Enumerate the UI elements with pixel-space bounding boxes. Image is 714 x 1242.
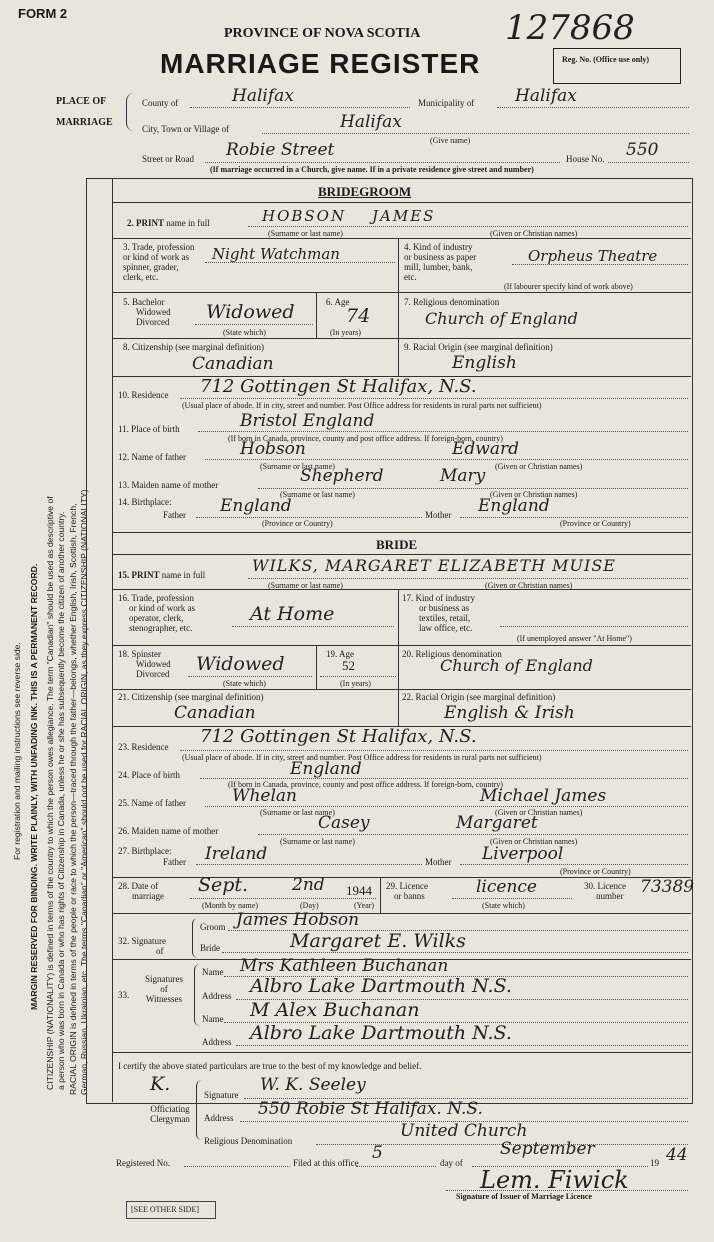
groom-residence-value: 712 Gottingen St Halifax, N.S.	[200, 376, 477, 397]
bride-status-value: Widowed	[196, 653, 285, 675]
bride-residence-value: 712 Gottingen St Halifax, N.S.	[200, 726, 477, 747]
bride-father-surname: Whelan	[232, 786, 298, 806]
groom-age-caption: (In years)	[330, 328, 361, 337]
groom-age-label: 6. Age	[326, 297, 350, 307]
bride-racial-value: English & Irish	[444, 703, 575, 723]
groom-racial-label: 9. Racial Origin (see marginal definition)	[404, 342, 553, 352]
clergy-initial: K.	[150, 1073, 171, 1095]
reg-no-box	[553, 48, 681, 84]
groom-age-value: 74	[346, 305, 371, 327]
bride-bp-father-label: Father	[163, 857, 186, 867]
bride-bp-mother-label: Mother	[425, 857, 452, 867]
filed-day: 5	[372, 1143, 383, 1163]
groom-father-surname: Hobson	[240, 439, 306, 459]
margin-racial-def-2: German, Russian, Ukrainian, etc. The terms "Canadian" or "American" should not be used for RACIAL ORIGIN, as they express CITIZENSHIP (NATIONALITY).	[79, 487, 89, 1095]
bride-birthplace-value: England	[290, 759, 362, 779]
municipality-value: Halifax	[515, 86, 577, 106]
bride-heading: BRIDE	[376, 537, 418, 552]
marriage-date-label: 28. Date of marriage	[118, 881, 164, 901]
groom-status-label: 5. Bachelor Widowed Divorced	[123, 297, 171, 327]
bride-birthplace-label: 24. Place of birth	[118, 770, 180, 780]
groom-industry-value: Orpheus Theatre	[528, 247, 658, 265]
bride-religion-value: Church of England	[440, 656, 593, 675]
bride-bp-mother-caption: (Province or Country)	[560, 867, 631, 876]
clergy-signature-label: Signature	[204, 1090, 239, 1100]
w2-address-label: Address	[202, 1037, 232, 1047]
licence-no-value: 73389	[640, 877, 695, 897]
w1-address-label: Address	[202, 991, 232, 1001]
groom-father-surname-caption: (Surname or last name)	[260, 462, 335, 471]
bride-age-label: 19. Age	[326, 649, 354, 659]
reg-no-label: Reg. No. (Office use only)	[562, 55, 650, 64]
licence-value: licence	[476, 877, 537, 897]
bride-age-caption: (In years)	[340, 679, 371, 688]
province-heading: PROVINCE OF NOVA SCOTIA	[224, 26, 421, 41]
groom-residence-caption: (Usual place of abode. If in city, street and number. Post Office address for residents in rural parts not sufficient)	[182, 401, 542, 410]
bride-trade-label: 16. Trade, profession or kind of work as operator, clerk, stenographer, etc.	[118, 593, 195, 633]
street-value: Robie Street	[226, 140, 335, 160]
groom-mother-label: 13. Maiden name of mother	[118, 480, 219, 490]
bride-residence-label: 23. Residence	[118, 742, 169, 752]
groom-racial-value: English	[452, 353, 517, 373]
groom-birthplace-value: Bristol England	[240, 411, 375, 431]
licence-no-label: 30. Licence number	[584, 881, 626, 901]
marriage-day-value: 2nd	[292, 875, 325, 895]
groom-father-label: 12. Name of father	[118, 452, 186, 462]
licence-state-which: (State which)	[482, 901, 525, 910]
issuer-caption: Signature of Issuer of Marriage Licence	[456, 1192, 592, 1201]
groom-print-label-bold: 2. PRINT	[127, 218, 165, 228]
groom-trade-value: Night Watchman	[212, 245, 340, 263]
w1-address: Albro Lake Dartmouth N.S.	[250, 975, 512, 997]
groom-birthplace-caption: (If born in Canada, province, county and post office address. If foreign-born, country)	[228, 434, 503, 443]
groom-mother-given-caption: (Given or Christian names)	[490, 490, 578, 499]
margin-citizenship-def-2: a person who was born in Canada or who has rights of Citizenship in Canada, unless he or she has subsequently become the citizen of another country.	[56, 511, 66, 1090]
bride-print-label	[118, 570, 205, 580]
bride-age-value: 52	[342, 658, 355, 673]
bride-father-surname-caption: (Surname or last name)	[260, 808, 335, 817]
page-title: MARRIAGE REGISTER	[160, 48, 481, 79]
bride-print-label-text: name in full	[161, 570, 206, 580]
groom-state-which: (State which)	[223, 328, 266, 337]
groom-citizenship-value: Canadian	[192, 354, 274, 374]
place-of-label: PLACE OF	[56, 96, 107, 107]
groom-signature: James Hobson	[236, 910, 360, 930]
form-number: FORM 2	[18, 6, 68, 21]
bride-father-label: 25. Name of father	[118, 798, 186, 808]
groom-bp-mother-value: England	[478, 496, 550, 516]
bride-father-given-caption: (Given or Christian names)	[495, 808, 583, 817]
bride-signature: Margaret E. Wilks	[290, 930, 466, 952]
groom-sig-label: Groom	[200, 922, 226, 932]
bride-mother-given: Margaret	[456, 813, 538, 833]
bride-bp-father-value: Ireland	[205, 844, 268, 864]
clergy-religion: United Church	[400, 1121, 528, 1141]
registered-no-label: Registered No.	[116, 1158, 170, 1168]
clergy-address-label: Address	[204, 1113, 234, 1123]
groom-status-value: Widowed	[206, 301, 295, 323]
groom-bp-mother-caption: (Province or Country)	[560, 519, 631, 528]
day-of-label: day of	[440, 1158, 463, 1168]
groom-mother-surname-caption: (Surname or last name)	[280, 490, 355, 499]
margin-binding-note: MARGIN RESERVED FOR BINDING. WRITE PLAINLY, WITH UNFADING INK. THIS IS A PERMANENT RECORD.	[29, 563, 39, 1010]
bridegroom-heading: BRIDEGROOM	[318, 184, 412, 199]
bride-mother-label: 26. Maiden name of mother	[118, 826, 219, 836]
bride-trade-value: At Home	[250, 603, 335, 625]
issuer-signature: Lem. Fiwick	[480, 1166, 629, 1194]
groom-religion-value: Church of England	[425, 309, 578, 328]
margin-racial-def: RACIAL ORIGIN is defined in terms of the people or race to which the person—traced through the father—belongs, whether English, Irish, Scottish, French,	[68, 503, 78, 1095]
w1-name: Mrs Kathleen Buchanan	[240, 956, 449, 976]
signature-of-label: 32. Signature of	[118, 936, 166, 956]
groom-citizenship-label: 8. Citizenship (see marginal definition)	[123, 342, 265, 352]
clergy-religion-label: Religious Denomination	[204, 1136, 293, 1146]
give-name-caption: (Give name)	[430, 136, 471, 145]
filed-month: September	[500, 1139, 595, 1159]
w2-address: Albro Lake Dartmouth N.S.	[250, 1022, 512, 1044]
groom-industry-caption: (If labourer specify kind of work above)	[504, 282, 633, 291]
bride-mother-given-caption: (Given or Christian names)	[490, 837, 578, 846]
groom-surname: HOBSON	[262, 207, 347, 225]
bride-surname-caption: (Surname or last name)	[268, 581, 343, 590]
clergy-address: 550 Robie St Halifax. N.S.	[258, 1099, 483, 1119]
bride-mother-surname: Casey	[318, 813, 370, 833]
bride-bp-mother-value: Liverpool	[482, 844, 564, 864]
clergy-label: Officiating Clergyman	[150, 1104, 190, 1124]
place-brace	[126, 93, 137, 131]
groom-bp-label: 14. Birthplace:	[118, 497, 172, 507]
groom-mother-given: Mary	[440, 466, 486, 486]
bride-bp-label: 27. Birthplace:	[118, 846, 172, 856]
groom-father-given: Edward	[452, 439, 519, 459]
street-label: Street or Road	[142, 154, 194, 164]
city-label: City, Town or Village of	[142, 124, 230, 134]
margin-instructions: For registration and mailing instructions see reverse side.	[12, 642, 22, 860]
witness-label: Signatures of Witnesses	[145, 974, 183, 1004]
licence-label: 29. Licence or banns	[386, 881, 428, 901]
clergy-brace	[196, 1080, 205, 1140]
county-label: County of	[142, 98, 179, 108]
groom-father-given-caption: (Given or Christian names)	[495, 462, 583, 471]
groom-mother-surname: Shepherd	[300, 466, 384, 486]
see-other-side-box	[126, 1201, 216, 1219]
groom-bp-father-caption: (Province or Country)	[262, 519, 333, 528]
bride-status-label: 18. Spinster Widowed Divorced	[118, 649, 171, 679]
bride-racial-label: 22. Racial Origin (see marginal definition)	[402, 692, 556, 702]
bride-state-which: (State which)	[223, 679, 266, 688]
groom-print-label	[127, 218, 210, 228]
bride-religion-label: 20. Religious denomination	[402, 649, 502, 659]
witness-number: 33.	[118, 990, 130, 1000]
filed-label: Filed at this office	[293, 1158, 359, 1168]
bride-industry-caption: (If unemployed answer "At Home")	[517, 634, 632, 643]
marriage-year-value: 1944	[346, 883, 372, 898]
bride-given-caption: (Given or Christian names)	[485, 581, 573, 590]
w2-name-label: Name	[202, 1014, 224, 1024]
bride-name: WILKS, MARGARET ELIZABETH MUISE	[252, 556, 616, 575]
bride-print-label-bold: 15. PRINT	[118, 570, 160, 580]
marriage-month-caption: (Month by name)	[202, 901, 258, 910]
groom-bp-mother-label: Mother	[425, 510, 452, 520]
marriage-year-caption: (Year)	[354, 901, 375, 910]
groom-given-name: JAMES	[372, 207, 436, 225]
clergy-signature: W. K. Seeley	[260, 1075, 366, 1095]
certify-text: I certify the above stated particulars are true to the best of my knowledge and belief.	[118, 1061, 422, 1071]
groom-bp-father-label: Father	[163, 510, 186, 520]
w1-name-label: Name	[202, 967, 224, 977]
w2-name: M Alex Buchanan	[250, 999, 420, 1021]
groom-bp-father-value: England	[220, 496, 292, 516]
municipality-label: Municipality of	[418, 98, 475, 108]
place-note: (If marriage occurred in a Church, give name. If in a private residence give street and number)	[210, 165, 534, 174]
groom-residence-label: 10. Residence	[118, 390, 169, 400]
groom-birthplace-label: 11. Place of birth	[118, 424, 180, 434]
bride-mother-surname-caption: (Surname or last name)	[280, 837, 355, 846]
year-prefix: 19	[650, 1158, 659, 1168]
bride-birthplace-caption: (If born in Canada, province, county and post office address. If foreign-born, country)	[228, 780, 503, 789]
marriage-day-caption: (Day)	[300, 901, 319, 910]
bride-citizenship-label: 21. Citizenship (see marginal definition)	[118, 692, 264, 702]
see-other-side: [SEE OTHER SIDE]	[131, 1205, 199, 1214]
county-value: Halifax	[232, 86, 294, 106]
city-value: Halifax	[340, 112, 402, 132]
bride-industry-label: 17. Kind of industry or business as textiles, retail, law office, etc.	[402, 593, 475, 633]
house-value: 550	[626, 140, 659, 160]
groom-religion-label: 7. Religious denomination	[404, 297, 500, 307]
house-label: House No.	[566, 154, 605, 164]
groom-surname-caption: (Surname or last name)	[268, 229, 343, 238]
groom-trade-label: 3. Trade, profession or kind of work as spinner, grader, clerk, etc.	[123, 242, 195, 282]
marriage-month-value: Sept.	[198, 874, 249, 896]
bride-sig-label: Bride	[200, 943, 220, 953]
groom-industry-label: 4. Kind of industry or business as paper mill, lumber, bank, etc.	[404, 242, 477, 282]
margin-citizenship-def: CITIZENSHIP (NATIONALITY) is defined in terms of the country to which the person owes allegiance. The term "Canadian" should be used as descriptive of	[45, 496, 55, 1090]
bride-residence-caption: (Usual place of abode. If in city, street and number. Post Office address for residents in rural parts not sufficient)	[182, 753, 542, 762]
groom-print-label-text: name in full	[166, 218, 210, 228]
groom-given-caption: (Given or Christian names)	[490, 229, 578, 238]
filed-year: 44	[666, 1145, 688, 1165]
bride-citizenship-value: Canadian	[174, 703, 256, 723]
marriage-label: MARRIAGE	[56, 117, 113, 128]
reg-number-handwritten: 127868	[505, 8, 635, 48]
bride-father-given: Michael James	[480, 786, 607, 806]
